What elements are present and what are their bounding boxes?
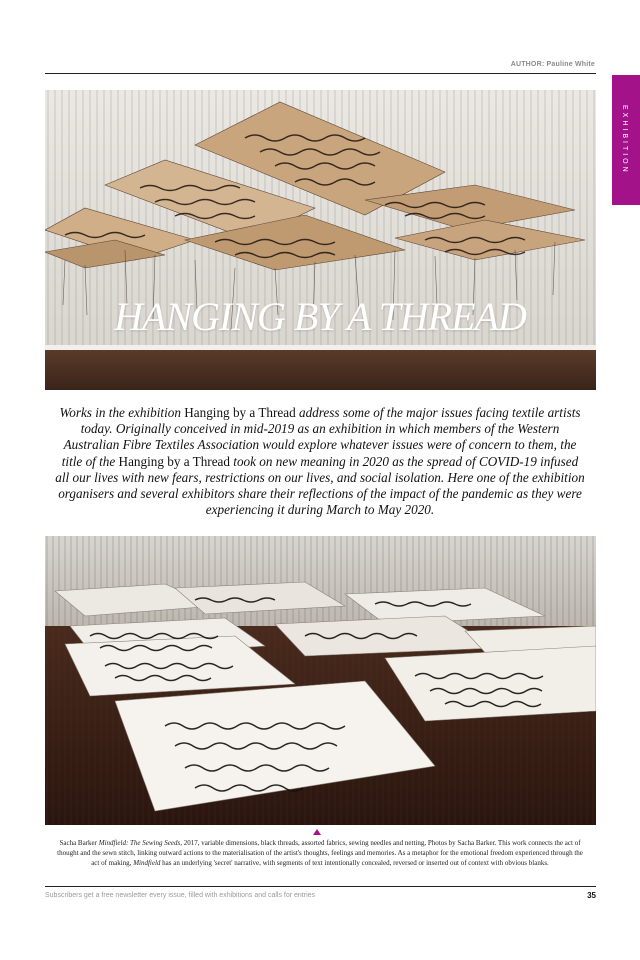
hero-title: HANGING BY A THREAD	[114, 294, 526, 339]
hero-photo	[45, 90, 596, 390]
intro-exhibition-title-1: Hanging by a Thread	[184, 405, 296, 420]
caption-work-short: Mindfield	[133, 859, 161, 867]
caption-marker-icon	[313, 829, 321, 835]
intro-text-2: address some of the major issues facing textile artists today. Originally conceived in mid-2019 as an exhibition in which members of the Western Australian Fibre Textiles Association would explore whatever issues were of concern to them, the title of the	[61, 405, 581, 469]
page-number: 35	[587, 891, 596, 900]
caption-work-title: Mindfield: The Sewing Seeds	[98, 839, 181, 847]
installation-photo	[45, 536, 596, 825]
section-tab	[612, 75, 640, 205]
intro-text-3: took on new meaning in 2020 as the spread of COVID-19 infused all our lives with new fears, restrictions on our lives, and social isolation. Here one of the exhibition organisers and several exhibitors share their reflections of the impact of the pandemic as they were experiencing it during March to May 2020.	[55, 453, 585, 518]
section-tab-label: EXHIBITION	[621, 105, 628, 175]
hero-photo-art	[45, 90, 596, 390]
caption-details: , 2017, variable dimensions, black threads, assorted fabrics, sewing needles and netting, Photos by Sacha Barker. This work connects the act of thought and the sewn stitch, linking outward actions to the materialisation of the artist's thoughts, feelings and memories. As a metaphor for the emotional freedom experienced through the act of making,	[57, 839, 583, 867]
caption-end: has an underlying 'secret' narrative, with segments of text intentionally concealed, reversed or inserted out of context with obvious blanks.	[160, 859, 549, 867]
intro-text-1: Works in the exhibition	[59, 405, 185, 420]
author-credit: AUTHOR: Pauline White	[510, 61, 595, 68]
bottom-divider	[45, 886, 596, 887]
top-divider	[45, 73, 596, 74]
intro-exhibition-title-2: Hanging by a Thread	[118, 453, 230, 469]
intro-paragraph	[55, 405, 585, 518]
footer-note: Subscribers get a free newsletter every issue, filled with exhibitions and calls for entries	[45, 892, 316, 899]
caption-artist: Sacha Barker	[59, 839, 99, 847]
photo-caption	[55, 838, 585, 868]
installation-photo-art	[45, 536, 596, 825]
